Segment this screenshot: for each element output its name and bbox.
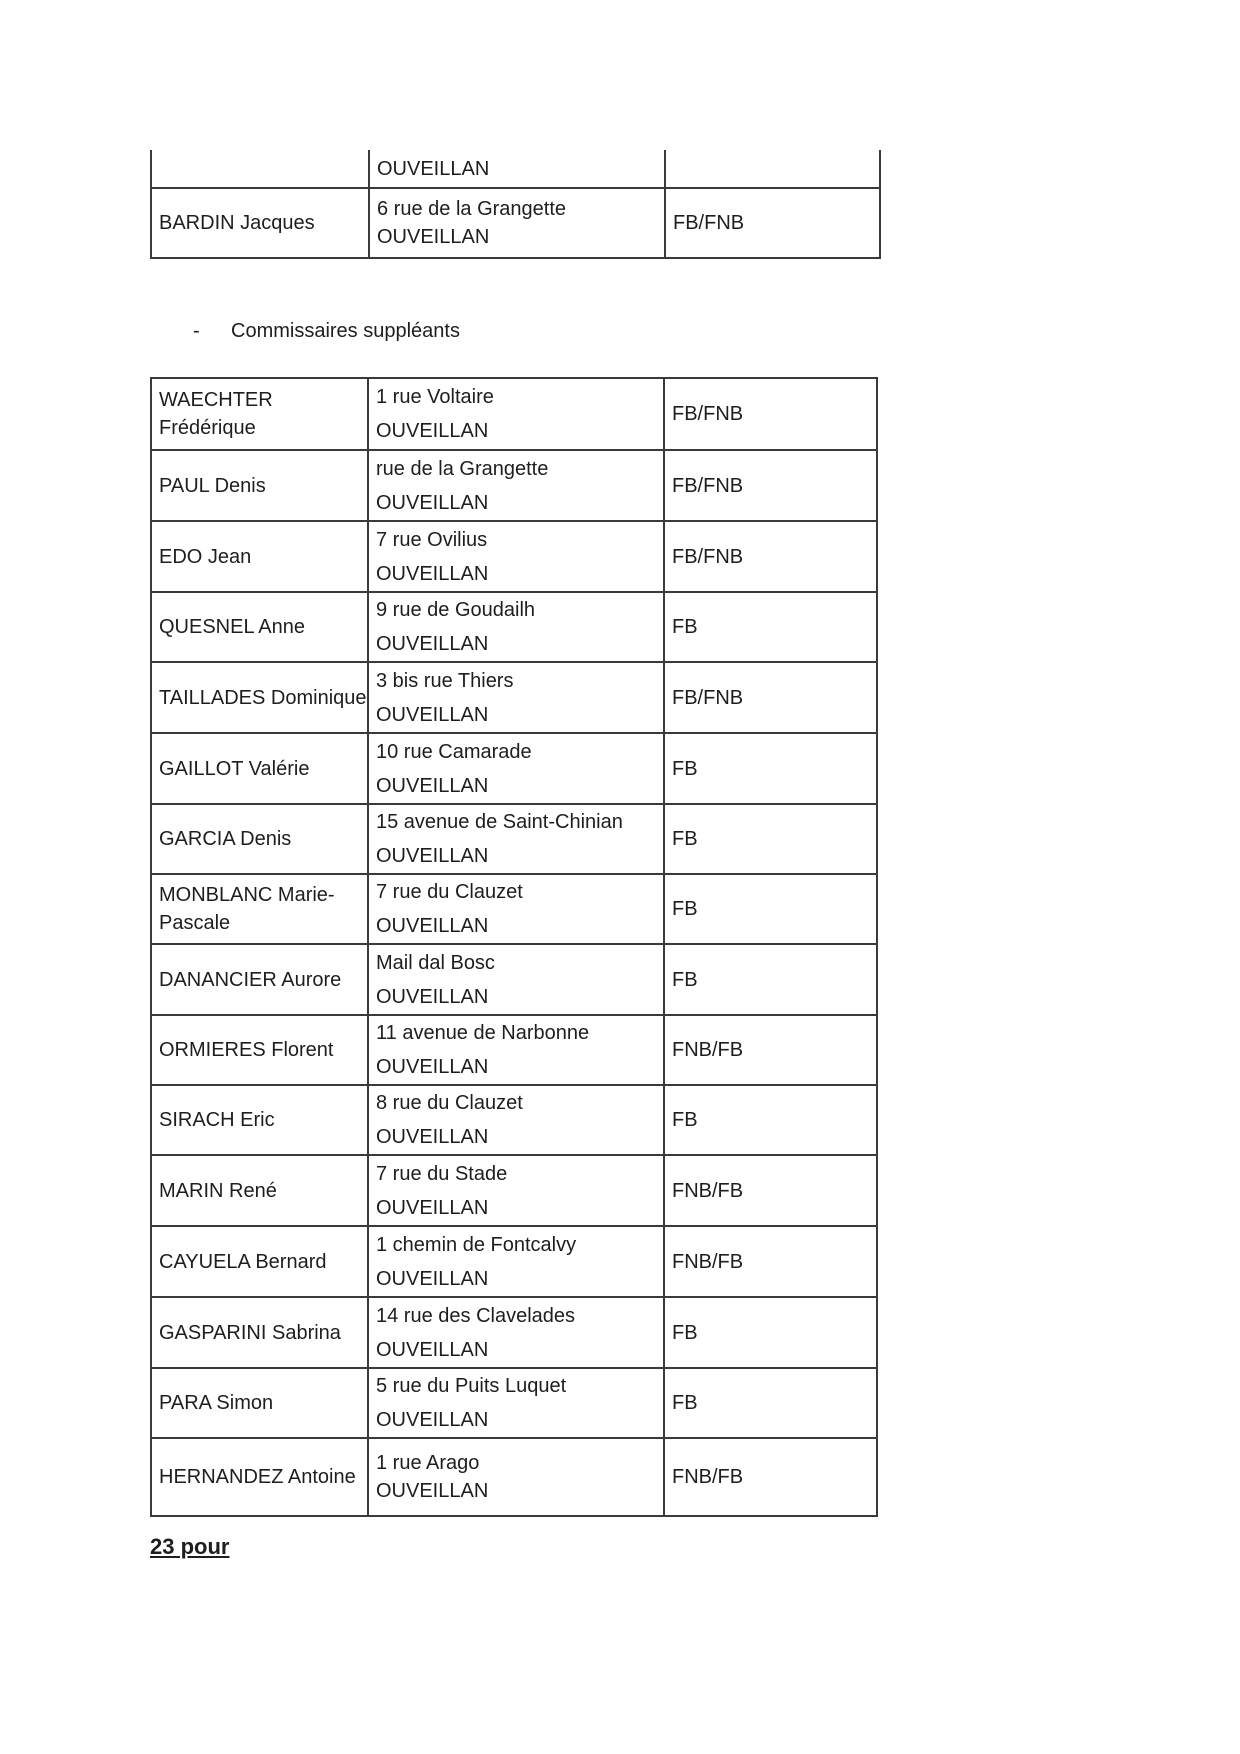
name-cell: HERNANDEZ Antoine xyxy=(151,1438,368,1516)
address-line: Mail dal Bosc xyxy=(376,951,495,974)
address-line: OUVEILLAN xyxy=(376,1056,489,1078)
suppleants-table-body xyxy=(151,378,877,1516)
address-line: 1 rue Arago xyxy=(376,1452,480,1474)
table-row xyxy=(151,1368,877,1438)
name-cell: QUESNEL Anne xyxy=(151,592,368,662)
table-row xyxy=(151,592,877,662)
address-line: 15 avenue de Saint-Chinian xyxy=(376,811,623,833)
table-row xyxy=(151,733,877,804)
tax-cell: FNB/FB xyxy=(664,1155,877,1226)
name-cell: MONBLANC Marie-Pascale xyxy=(151,874,368,944)
tax-cell: FB xyxy=(664,1368,877,1438)
address-line: OUVEILLAN xyxy=(376,915,489,937)
table-row xyxy=(151,1015,877,1085)
address-line: OUVEILLAN xyxy=(377,157,490,180)
address-cell xyxy=(368,804,664,874)
table-row xyxy=(151,450,877,521)
tax-cell: FNB/FB xyxy=(664,1226,877,1297)
table-row xyxy=(151,804,877,874)
address-cell xyxy=(368,521,664,592)
name-cell: GASPARINI Sabrina xyxy=(151,1297,368,1368)
address-cell xyxy=(368,874,664,944)
tax-cell: FB/FNB xyxy=(664,378,877,450)
tax-cell: FNB/FB xyxy=(664,1015,877,1085)
address-line: OUVEILLAN xyxy=(376,1126,489,1148)
table-row xyxy=(151,150,880,188)
address-cell xyxy=(369,150,665,188)
tax-cell: FB/FNB xyxy=(664,450,877,521)
address-cell xyxy=(368,944,664,1015)
tax-cell: FNB/FB xyxy=(664,1438,877,1516)
list-dash: - xyxy=(193,320,200,342)
address-cell xyxy=(368,662,664,733)
address-cell xyxy=(368,1015,664,1085)
table-row xyxy=(151,1155,877,1226)
address-line: 1 chemin de Fontcalvy xyxy=(376,1233,577,1256)
address-cell xyxy=(368,450,664,521)
table-row xyxy=(151,1226,877,1297)
address-line: rue de la Grangette xyxy=(376,457,549,480)
address-line: OUVEILLAN xyxy=(376,1267,489,1290)
address-cell xyxy=(368,733,664,804)
section-title: Commissaires suppléants xyxy=(231,320,460,342)
address-cell xyxy=(368,1226,664,1297)
section-heading xyxy=(193,317,460,345)
table-row xyxy=(151,1438,877,1516)
address-line: OUVEILLAN xyxy=(376,845,489,867)
table-row xyxy=(151,874,877,944)
name-cell xyxy=(151,150,369,188)
tax-cell: FB/FNB xyxy=(665,188,880,258)
address-line: 1 rue Voltaire xyxy=(376,386,494,408)
table-row xyxy=(151,188,880,258)
tax-cell: FB/FNB xyxy=(664,662,877,733)
address-line: OUVEILLAN xyxy=(376,703,489,726)
name-cell: ORMIERES Florent xyxy=(151,1015,368,1085)
address-cell xyxy=(369,188,665,258)
address-cell xyxy=(368,1085,664,1155)
tax-cell: FB xyxy=(664,1085,877,1155)
name-cell: BARDIN Jacques xyxy=(151,188,369,258)
address-line: OUVEILLAN xyxy=(376,985,489,1008)
address-line: 7 rue du Clauzet xyxy=(376,881,523,903)
tax-cell: FB xyxy=(664,733,877,804)
tax-cell: FB xyxy=(664,592,877,662)
tax-cell: FB xyxy=(664,804,877,874)
name-cell: TAILLADES Dominique xyxy=(151,662,368,733)
address-line: 7 rue du Stade xyxy=(376,1162,508,1185)
address-line: OUVEILLAN xyxy=(376,774,489,797)
address-line: OUVEILLAN xyxy=(376,420,489,442)
address-line: OUVEILLAN xyxy=(376,633,489,655)
table-row xyxy=(151,662,877,733)
address-cell xyxy=(368,1297,664,1368)
name-cell: PAUL Denis xyxy=(151,450,368,521)
table-row xyxy=(151,521,877,592)
address-line: OUVEILLAN xyxy=(376,1338,489,1361)
address-cell xyxy=(368,592,664,662)
address-line: 5 rue du Puits Luquet xyxy=(376,1375,567,1397)
commissaires-titulaires-table-continued xyxy=(150,150,881,259)
address-cell xyxy=(368,1438,664,1516)
address-line: 10 rue Camarade xyxy=(376,740,532,763)
tax-cell: FB xyxy=(664,1297,877,1368)
name-cell: DANANCIER Aurore xyxy=(151,944,368,1015)
address-cell xyxy=(368,1368,664,1438)
name-cell: GARCIA Denis xyxy=(151,804,368,874)
name-cell: MARIN René xyxy=(151,1155,368,1226)
address-line: OUVEILLAN xyxy=(376,1480,489,1502)
tax-cell: FB xyxy=(664,874,877,944)
address-line: OUVEILLAN xyxy=(377,226,490,248)
table-row xyxy=(151,1085,877,1155)
name-cell: PARA Simon xyxy=(151,1368,368,1438)
address-cell xyxy=(368,378,664,450)
name-cell: WAECHTER Frédérique xyxy=(151,378,368,450)
address-line: 9 rue de Goudailh xyxy=(376,599,536,621)
address-line: 6 rue de la Grangette xyxy=(377,198,567,220)
address-line: 3 bis rue Thiers xyxy=(376,669,514,692)
tax-cell: FB xyxy=(664,944,877,1015)
address-line: OUVEILLAN xyxy=(376,1409,489,1431)
address-line: OUVEILLAN xyxy=(376,562,489,585)
address-line: OUVEILLAN xyxy=(376,491,489,514)
address-cell xyxy=(368,1155,664,1226)
name-cell: SIRACH Eric xyxy=(151,1085,368,1155)
vote-result: 23 pour xyxy=(150,1534,230,1559)
address-line: OUVEILLAN xyxy=(376,1196,489,1219)
name-cell: GAILLOT Valérie xyxy=(151,733,368,804)
table-row xyxy=(151,944,877,1015)
commissaires-suppleants-table xyxy=(150,377,878,1517)
address-line: 14 rue des Clavelades xyxy=(376,1304,576,1327)
name-cell: EDO Jean xyxy=(151,521,368,592)
tax-cell xyxy=(665,150,880,188)
name-cell: CAYUELA Bernard xyxy=(151,1226,368,1297)
address-line: 11 avenue de Narbonne xyxy=(376,1022,590,1044)
table-row xyxy=(151,378,877,450)
tax-cell: FB/FNB xyxy=(664,521,877,592)
address-line: 7 rue Ovilius xyxy=(376,528,488,551)
address-line: 8 rue du Clauzet xyxy=(376,1092,523,1114)
table-row xyxy=(151,1297,877,1368)
